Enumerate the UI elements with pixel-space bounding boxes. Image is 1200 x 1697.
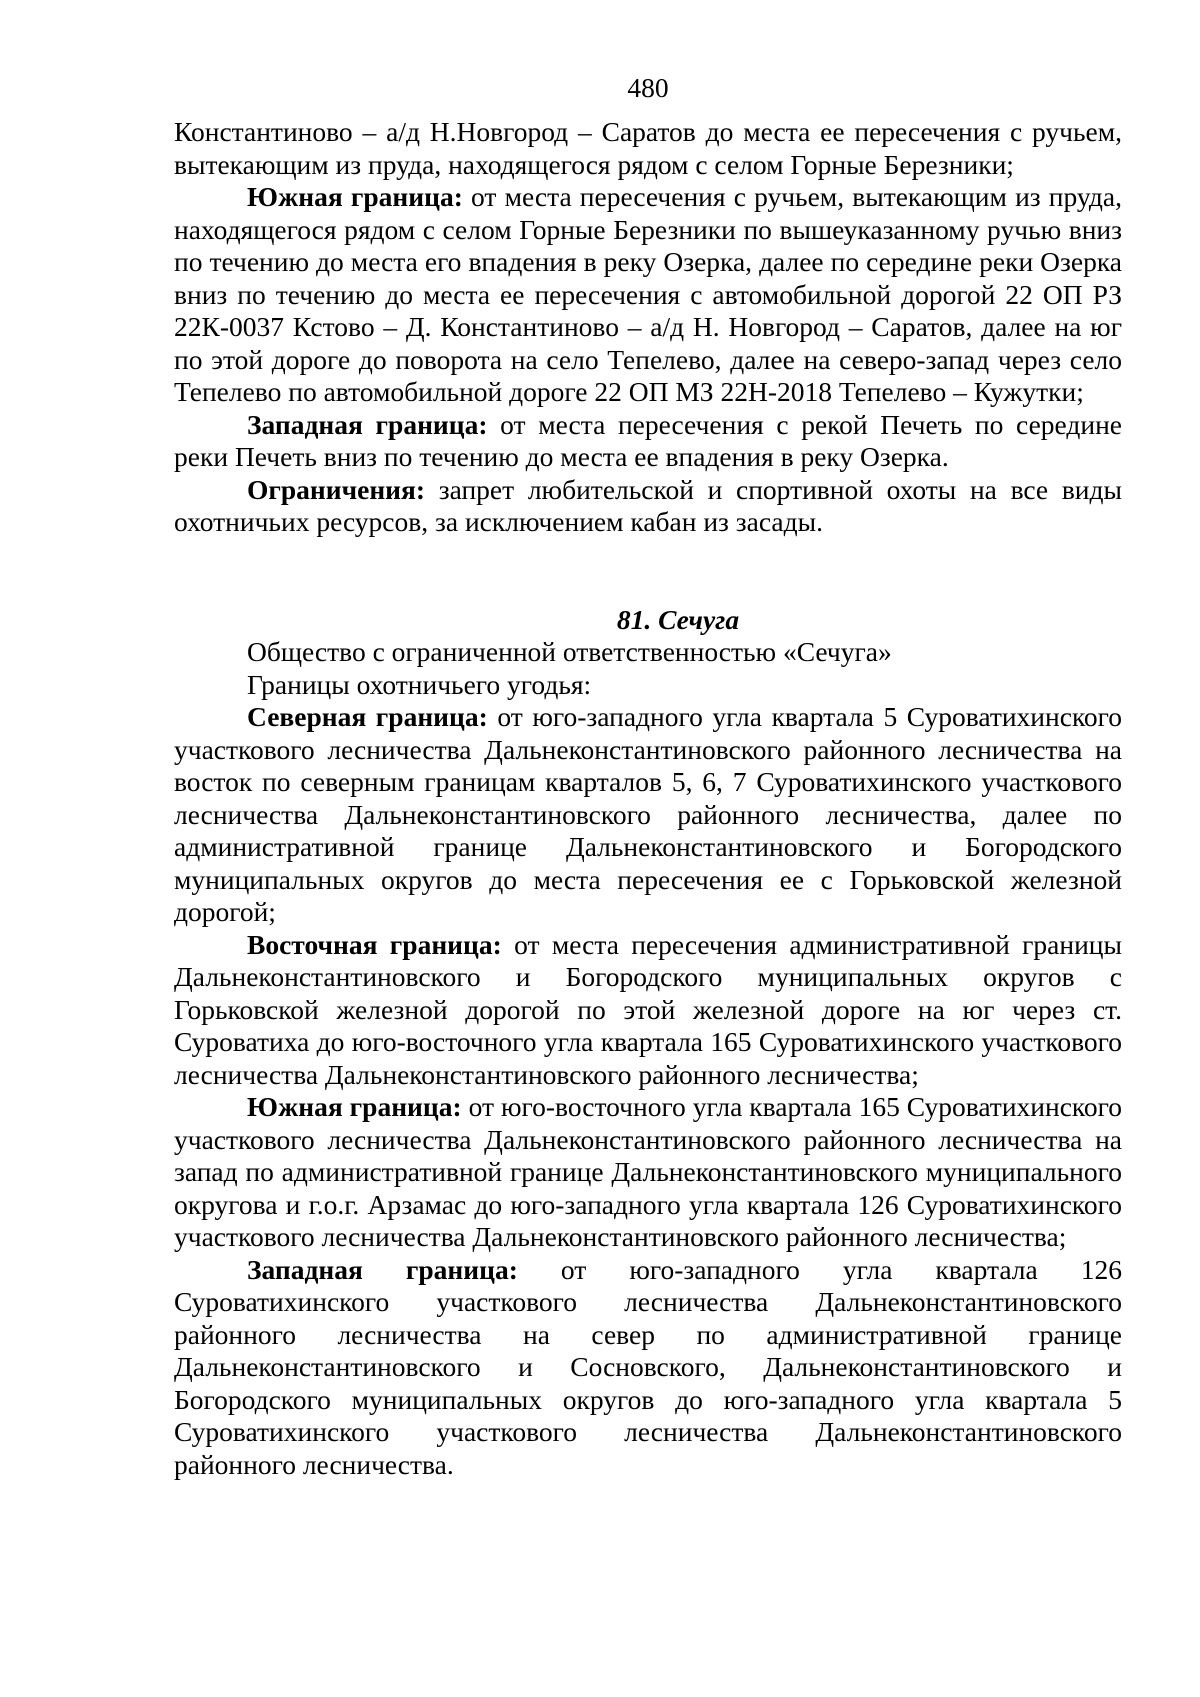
prev-west-boundary-text: от места пересечения с рекой Печеть по середине реки Печеть вниз по течению до места ее впадения в реку Озерка.: [174, 408, 1122, 472]
north-boundary-text: от юго-западного угла квартала 5 Суроватихинского участкового лесничества Дальнеконстантиновского районного лесничества на восток по северным границам кварталов 5, 6, 7 Суроватихинского участкового лесничества Дальнеконстантиновского районного лесничества, далее по административной границе Дальнеконстантиновского и Богородского муниципальных округов до места пересечения ее с Горьковской железной дорогой;: [174, 701, 1123, 927]
boundaries-heading: Границы охотничьего угодья:: [247, 668, 592, 700]
north-boundary-paragraph: [174, 701, 1122, 929]
prev-restrictions-label: Ограничения:: [247, 473, 426, 505]
west-boundary-paragraph: [174, 1254, 1122, 1482]
east-boundary-text: от места пересечения административной границы Дальнеконстантиновского и Богородского муниципальных округов с Горьковской железной дорогой по этой железной дороге на юг через ст. Суроватиха до юго-восточного угла квартала 165 Суроватихинского участкового лесничества Дальнеконстантиновского районного лесничества;: [174, 928, 1122, 1090]
south-boundary-label: Южная граница:: [247, 1091, 462, 1122]
prev-south-boundary-paragraph: [174, 181, 1122, 409]
prev-west-boundary-paragraph: [174, 409, 1122, 474]
prev-south-boundary-label: Южная граница:: [247, 181, 463, 212]
east-boundary-label: Восточная граница:: [247, 928, 502, 960]
prev-west-boundary-label: Западная граница:: [247, 408, 488, 440]
west-boundary-label: Западная граница:: [247, 1253, 518, 1285]
document-body: [174, 116, 1122, 1481]
organization-paragraph: Общество с ограниченной ответственностью «Сечуга»: [247, 636, 892, 667]
south-boundary-paragraph: [174, 1091, 1122, 1254]
west-boundary-text: от юго-западного угла квартала 126 Суроватихинского участкового лесничества Дальнеконстантиновского районного лесничества на север по административной границе Дальнеконстантиновского и Сосновского, Дальнеконстантиновского и Богородского муниципальных округов до юго-западного угла квартала 5 Суроватихинского участкового лесничества Дальнеконстантиновского районного лесничества.: [174, 1253, 1122, 1480]
north-boundary-label: Северная граница:: [247, 701, 488, 732]
south-boundary-text: от юго-восточного угла квартала 165 Суроватихинского участкового лесничества Дальнеконстантиновского районного лесничества на запад по административной границе Дальнеконстантиновского муниципального округова и г.о.г. Арзамас до юго-западного угла квартала 126 Суроватихинского участкового лесничества Дальнеконстантиновского районного лесничества;: [174, 1091, 1122, 1252]
section-spacer: [174, 539, 1122, 604]
page-number: 480: [627, 72, 669, 103]
prev-restrictions-paragraph: [174, 474, 1122, 539]
prev-restrictions-text: запрет любительской и спортивной охоты на все виды охотничьих ресурсов, за исключением кабан из засады.: [174, 473, 1122, 537]
section-title: 81. Сечуга: [616, 603, 740, 635]
east-boundary-paragraph: [174, 929, 1122, 1092]
prev-south-boundary-text: от места пересечения с ручьем, вытекающим из пруда, находящегося рядом с селом Горные Березники по вышеуказанному ручью вниз по течению до места его впадения в реку Озерка, далее по середине реки Озерка вниз по течению до места ее пересечения с автомобильной дорогой 22 ОП РЗ 22К-0037 Кстово – Д. Константиново – а/д Н. Новгород – Саратов, далее на юг по этой дороге до поворота на село Тепелево, далее на северо-запад через село Тепелево по автомобильной дороге 22 ОП МЗ 22Н-2018 Тепелево – Кужутки;: [174, 181, 1123, 407]
intro-paragraph: Константиново – а/д Н.Новгород – Саратов до места ее пересечения с ручьем, вытекающим из пруда, находящегося рядом с селом Горные Березники;: [174, 116, 1122, 180]
